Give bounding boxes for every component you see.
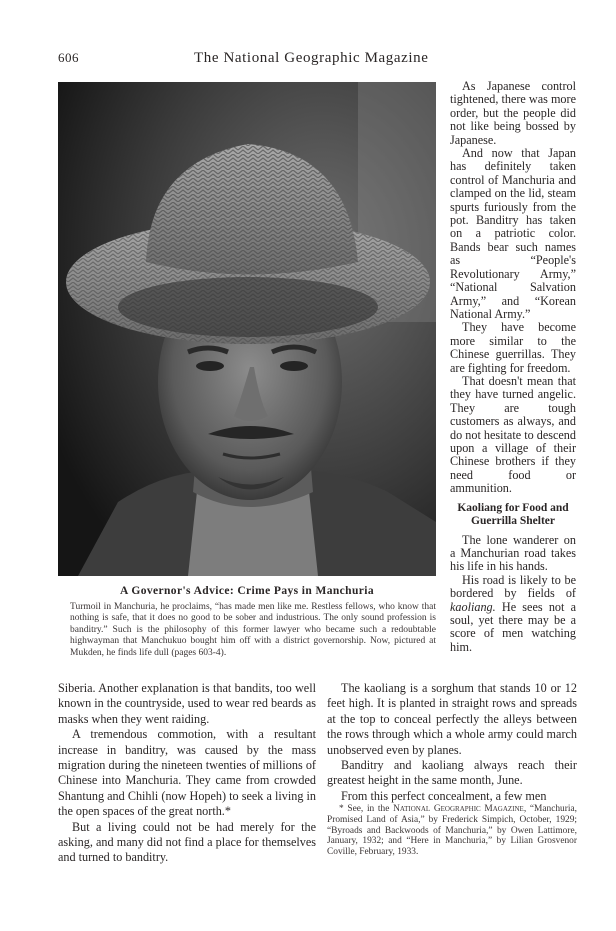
- paragraph: But a living could not be had merely for the asking, and many did not find a place for themselves and turned to banditry.: [58, 819, 316, 865]
- paragraph: Banditry and kaoliang always reach their greatest height in the same month, June.: [327, 758, 577, 788]
- right-column: [450, 80, 576, 654]
- bottom-right-column: [327, 681, 577, 804]
- section-subhead: Kaoliang for Food and Guerrilla Shelter: [457, 501, 569, 527]
- bottom-left-column: [58, 681, 316, 866]
- caption-title: A Governor's Advice: Crime Pays in Manchuria: [120, 585, 374, 597]
- caption-body: Turmoil in Manchuria, he proclaims, “has made men like me. Restless fellows, who know that nothing is safe, that it does no good to be sober and industrious. The only sound profession is banditry.” Such is the philosophy of this former lawyer who became such a redoubtable highwayman that Manchukuo bought him off with a district governorship. Now, pictured at Mukden, he finds life dull (pages 603-4).: [70, 602, 436, 658]
- paragraph: [450, 574, 576, 654]
- paragraph: And now that Japan has definitely taken control of Manchuria and clamped on the lid, steam spurts furiously from the pot. Banditry has taken on a patriotic color. Bands bear such names as “People's Revolutionary Army,” “National Salvation Army,” and “Korean National Army.”: [450, 146, 576, 321]
- portrait-photo: [58, 82, 436, 576]
- paragraph: They have become more similar to the Chinese guerrillas. They are fighting for freedom.: [450, 320, 576, 375]
- portrait-illustration: [58, 82, 436, 576]
- paragraph: As Japanese control tightened, there was more order, but the people did not like being bossed by Japanese.: [450, 79, 576, 147]
- footnote: [327, 804, 577, 858]
- paragraph: The kaoliang is a sorghum that stands 10 or 12 feet high. It is planted in straight rows and spreads at the top to conceal perfectly the alleys between the rows through which a whole army could march unobserved even by planes.: [327, 681, 577, 757]
- page-number: 606: [58, 50, 79, 65]
- magazine-name: National Geographic Magazine,: [393, 804, 527, 814]
- italic-term: kaoliang.: [450, 599, 496, 614]
- footnote-text: [327, 804, 577, 858]
- text-run: He sees not a soul, yet there may be a score of men watching him.: [450, 599, 576, 654]
- paragraph: That doesn't mean that they have turned angelic. They are tough customers as always, and do not hesitate to descend upon a village of their Chinese brothers if they need food or ammunition.: [450, 373, 576, 496]
- paragraph: Siberia. Another explanation is that bandits, too well known in the countryside, used to wear red beards as masks when they went raiding.: [58, 681, 316, 726]
- paragraph: From this perfect concealment, a few men: [341, 788, 547, 803]
- text-run: His road is likely to be bordered by fields of: [450, 572, 576, 601]
- paragraph: The lone wanderer on a Manchurian road takes his life in his hands.: [450, 532, 576, 574]
- text-run: * See, in the: [339, 804, 394, 814]
- running-title: The National Geographic Magazine: [194, 50, 429, 66]
- paragraph: A tremendous commotion, with a resultant increase in banditry, was caused by the mass migration during the nineteen twenties of millions of Chinese into Manchuria. They came from crowded Shantung and Chihli (now Hopeh) to seek a living in the open spaces of the great north.*: [58, 727, 316, 819]
- text-run: “Manchuria, Promised Land of Asia,” by Frederick Simpich, October, 1929; “Byroads and Backwoods of Manchuria,” by Owen Lattimore, January, 1932; and “Here in Manchuria,” by Lilian Grosvenor Coville, February, 1933.: [327, 804, 577, 858]
